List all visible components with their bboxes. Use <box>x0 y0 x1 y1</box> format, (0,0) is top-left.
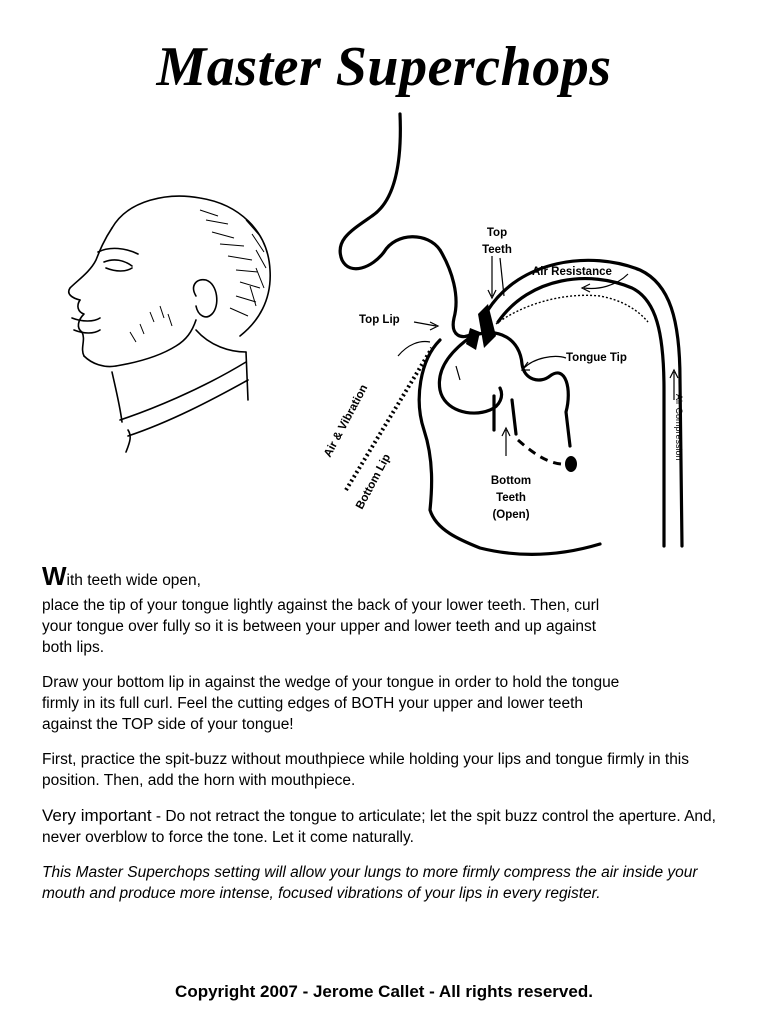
label-top-lip: Top Lip <box>359 314 400 326</box>
label-bottom-teeth-line2: Teeth <box>496 492 526 504</box>
drop-initial: W <box>42 561 67 591</box>
label-bottom-teeth-line1: Bottom <box>490 475 532 487</box>
paragraph-3: First, practice the spit-buzz without mouthpiece while holding your lips and tongue firmly in this position. Then, add the horn with mouthpiece. <box>42 751 690 789</box>
copyright-notice: Copyright 2007 - Jerome Callet - All rights reserved. <box>175 982 593 1001</box>
page-title: Master Superchops <box>156 36 612 98</box>
label-bottom-teeth-line3: (Open) <box>492 509 530 521</box>
paragraph-intro-line <box>42 561 742 591</box>
label-top-teeth-line2: Teeth <box>482 244 512 256</box>
paragraph-4 <box>42 805 732 848</box>
paragraph-1: place the tip of your tongue lightly against the back of your lower teeth. Then, curl your tongue over fully so it is between your upper and lower teeth and up against both lips. <box>42 597 600 656</box>
very-important-label: Very important <box>42 806 152 825</box>
illustration-area <box>0 100 768 570</box>
mouth-cross-section-diagram <box>0 100 768 570</box>
label-air-resistance: Air Resistance <box>532 266 612 278</box>
paragraph-5: This Master Superchops setting will allow your lungs to more firmly compress the air inside your mouth and produce more intense, focused vibrations of your lips in every register. <box>42 864 698 902</box>
paragraph-2: Draw your bottom lip in against the wedge of your tongue in order to hold the tongue firmly in its full curl. Feel the cutting edges of BOTH your upper and lower teeth against the TOP side of your tongue! <box>42 674 620 733</box>
instructions <box>42 561 742 918</box>
label-air-vibration: Air & Vibration <box>322 382 371 460</box>
paragraph-4-text: - Do not retract the tongue to articulate; let the spit buzz control the aperture. And, never overblow to force the tone. Let it come naturally. <box>42 808 716 846</box>
label-air-compression: Air Compression <box>674 394 684 461</box>
label-tongue-tip: Tongue Tip <box>566 352 627 364</box>
intro-first-line: ith teeth wide open, <box>66 572 201 589</box>
label-bottom-lip: Bottom Lip <box>354 452 394 512</box>
label-top-teeth-line1: Top <box>486 227 508 239</box>
